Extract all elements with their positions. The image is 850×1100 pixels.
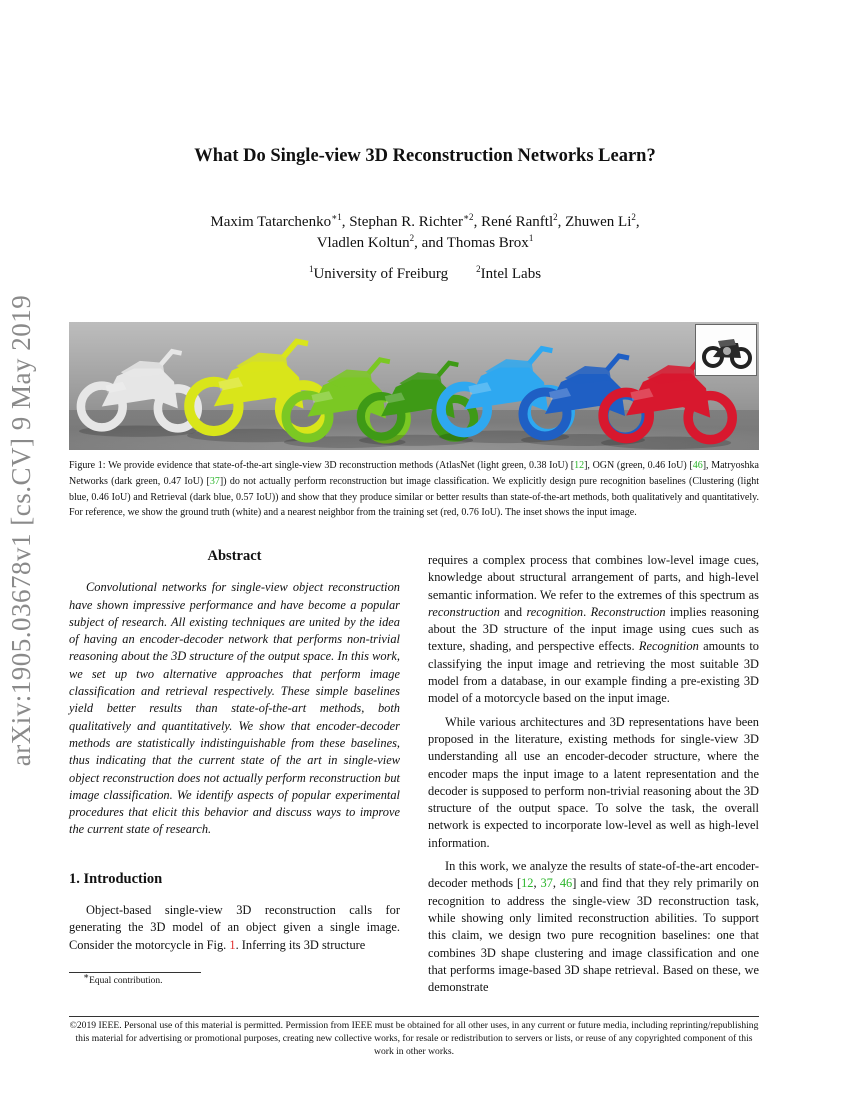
caption-text: ], Matryoshka Networks (dark green, 0.47 IoU) [ (69, 460, 759, 487)
paragraph-text: amounts to classifying the input image and retrieving the most suitable 3D model from a database, in our example finding a pre-existing 3D model of a motorcycle based on the input image. (428, 639, 760, 706)
copyright-notice: ©2019 IEEE. Personal use of this material is permitted. Permission from IEEE must be obtained for all other uses, in any current or future media, including reprinting/republishing this material for advertising or promotional purposes, creating new collective works, for resale or redistribution to servers or lists, or reuse of any copyrighted component of this work in other works. (69, 1020, 759, 1057)
paragraph-text: and (499, 604, 527, 619)
affiliation-mark: 1 (308, 264, 314, 274)
arxiv-side-stamp (0, 290, 44, 770)
affiliation-mark: 2 (476, 264, 481, 274)
footnote-mark: ∗ (83, 971, 90, 981)
paragraph-text: requires a complex process that combines low-level image cues, knowledge about structural arrangement of parts, and high-level semantic information. We refer to the extremes of this spectrum as (428, 553, 759, 602)
teaser-figure (69, 322, 759, 450)
motorcycle-handlebar (368, 360, 390, 374)
author-affiliation-mark: 2 (553, 212, 558, 222)
citation-link[interactable]: 46 (692, 460, 703, 471)
emphasis-text: recognition (526, 604, 584, 619)
body-paragraph (428, 858, 759, 996)
caption-text: ]) do not actually perform reconstruction but image classification. We explicitly design pure recognition baselines (Clustering (light blue, 0.46 IoU) and Retrieval (dark blue, 0.57 IoU)) and show that they produce similar or better results than state-of-the-art methods, both qualitatively and quantitatively. For reference, we show the ground truth (white) and a nearest neighbor from the training set (red, 0.76 IoU). The inset shows the input image. (69, 475, 759, 519)
author-affiliation-mark: 2 (409, 233, 415, 243)
citation-link[interactable]: 12 (574, 460, 585, 471)
motorcycle-handlebar (161, 351, 182, 364)
affiliation-intel: Intel Labs (480, 266, 542, 282)
body-paragraph: While various architectures and 3D representations have been proposed in the literature, existing methods for single-view 3D understanding all use an encoder-decoder structure, where the encoder maps the input image to a latent representation and the decoder is supposed to perform non-trivial reasoning about the 3D structure of the output space. To solve the task, the overall network is expected to incorporate low-level as well as high-level information. (428, 714, 759, 850)
author-name: , René Ranftl (473, 214, 554, 230)
left-column (69, 548, 400, 954)
footnote (69, 971, 400, 987)
input-motorcycle-photo (696, 325, 756, 375)
paragraph-text: . (583, 604, 591, 619)
body-paragraph (428, 552, 759, 708)
motorcycle-handlebar (529, 349, 552, 364)
paragraph-text: Object-based single-view 3D reconstruction calls for generating the 3D model of an object given a single image. Consider the motorcycle in Fig. (69, 903, 400, 952)
paragraph-text: , (533, 876, 541, 891)
motorcycle-handlebar (607, 356, 629, 370)
affiliation-freiburg: University of Freiburg (313, 266, 449, 282)
author-name: , Stephan R. Richter (341, 214, 463, 230)
author-affiliation-mark: ∗2 (462, 212, 474, 222)
author-name: Vladlen Koltun (316, 235, 410, 251)
author-name: , Zhuwen Li (557, 214, 632, 230)
caption-text: Figure 1: We provide evidence that state-of-the-art single-view 3D reconstruction methods (AtlasNet (light green, 0.38 IoU) [ (69, 460, 575, 471)
introduction-paragraph (69, 902, 400, 954)
figure-caption (69, 458, 759, 521)
emphasis-text: Reconstruction (590, 604, 666, 619)
figure-reference-link[interactable]: 1 (229, 937, 236, 952)
paragraph-text: implies reasoning about the 3D structure of the input image using cues such as texture, shading, and perspective effects. (428, 604, 759, 654)
motorcycle-handlebar (283, 341, 308, 357)
motorcycle-handlebar (438, 363, 458, 376)
footnote-text: Equal contribution. (89, 976, 163, 987)
caption-text: ], OGN (green, 0.46 IoU) [ (584, 460, 693, 471)
paragraph-text: , (552, 876, 560, 891)
introduction-heading: 1. Introduction (69, 870, 163, 887)
citation-link[interactable]: 12 (521, 876, 534, 891)
author-affiliation-mark: ∗1 (331, 212, 342, 222)
arxiv-identifier: arXiv:1905.03678v1 [cs.CV] 9 May 2019 (6, 294, 37, 766)
abstract-heading: Abstract (207, 548, 262, 564)
emphasis-text: Recognition (638, 639, 699, 654)
author-name: , and Thomas Brox (414, 235, 529, 251)
affiliations (0, 266, 850, 283)
author-name: Maxim Tatarchenko (210, 214, 332, 230)
paper-title: What Do Single-view 3D Reconstruction Networks Learn? (194, 146, 656, 166)
emphasis-text: reconstruction (428, 604, 500, 619)
author-affiliation-mark: 2 (631, 212, 636, 222)
author-separator: , (635, 214, 640, 230)
citation-link[interactable]: 46 (559, 876, 573, 891)
footer-divider (69, 1016, 759, 1017)
author-affiliation-mark: 1 (528, 233, 534, 243)
author-list (0, 212, 850, 254)
motorcycle-lineup (69, 322, 759, 450)
paragraph-text: . Inferring its 3D structure (235, 937, 366, 952)
citation-link[interactable]: 37 (540, 876, 553, 891)
paragraph-text: In this work, we analyze the results of state-of-the-art encoder-decoder methods [ (428, 859, 759, 891)
abstract-text: Convolutional networks for single-view object reconstruction have shown impressive performance and have become a popular subject of research. All existing techniques are united by the idea of having an encoder-decoder network that performs non-trivial reasoning about the 3D structure of the output space. In this work, we set up two alternative approaches that perform image classification and retrieval respectively. These simple baselines yield better results than state-of-the-art methods, both qualitatively and quantitatively. We show that encoder-decoder methods are statistically indistinguishable from these baselines, thus indicating that the current state of the art in single-view object reconstruction does not actually perform reconstruction but image classification. We identify aspects of popular experimental procedures that elicit this behavior and discuss ways to improve the current state of research. (69, 580, 400, 837)
right-column (428, 552, 759, 996)
citation-link[interactable]: 37 (209, 475, 220, 487)
paragraph-text: ] and find that they rely primarily on recognition to address the single-view 3D reconstruction task, while showing only limited reconstruction abilities. To support this claim, we design two pure recognition baselines: one that combines 3D shape clustering and image classification and one that performs image-based 3D shape retrieval. Based on these, we demonstrate (428, 876, 759, 995)
input-image-inset (695, 324, 757, 376)
